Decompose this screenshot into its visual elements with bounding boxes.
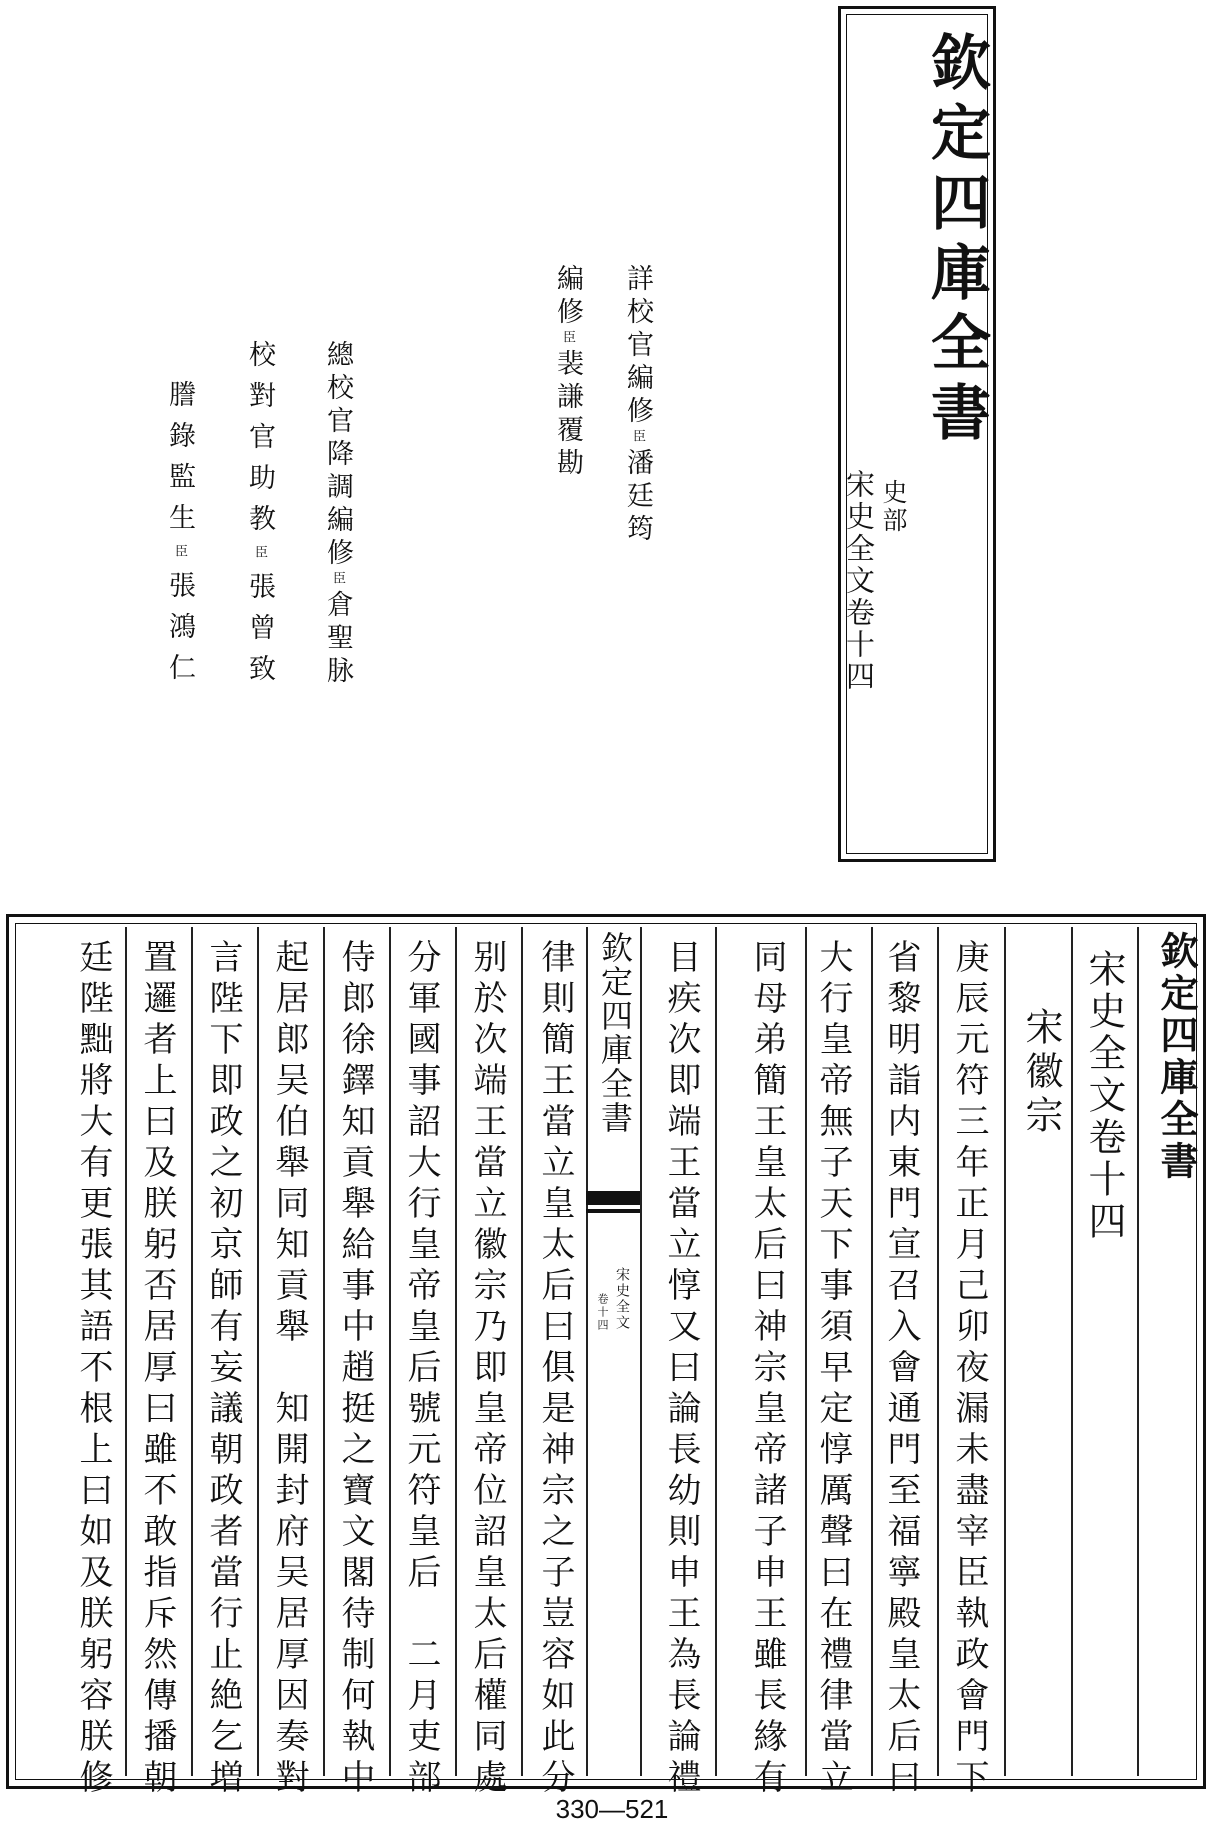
text-column: 同母弟簡王皇太后曰神宗皇帝諸子申王雖長緣有 xyxy=(747,939,787,1800)
emperor-heading: 宋徽宗 xyxy=(1019,1007,1063,1139)
column-rule xyxy=(1137,927,1139,1776)
credit-column-2: 編修臣裴謙覆勘 xyxy=(552,264,583,481)
text-column: 廷陛黜將大有更張其語不根上曰如及朕躬容朕修 xyxy=(73,939,113,1800)
column-rule xyxy=(191,927,193,1776)
column-rule xyxy=(805,927,807,1776)
fold-volume: 卷十四 xyxy=(596,1293,609,1332)
text-column: 大行皇帝無子天下事須早定惇厲聲曰在禮律當立 xyxy=(813,939,853,1800)
column-rule xyxy=(871,927,873,1776)
fish-tail-mark xyxy=(586,1191,640,1205)
credit-column-1: 詳校官編修臣潘廷筠 xyxy=(622,264,653,547)
text-column: 分軍國事詔大行皇帝皇后號元符皇后 二月吏部 xyxy=(401,939,441,1800)
page-number: 330—521 xyxy=(555,1794,669,1824)
text-column: 起居郎吴伯舉同知貢舉 知開封府吴居厚因奏對 xyxy=(269,939,309,1800)
page-header: 欽定四庫全書 xyxy=(1154,931,1199,1183)
text-column: 律則簡王當立皇太后曰俱是神宗之子豈容如此分 xyxy=(535,939,575,1800)
page-volume: 宋史全文卷十四 xyxy=(1082,949,1126,1243)
category-label: 史部 xyxy=(879,479,908,535)
column-rule xyxy=(455,927,457,1776)
column-rule xyxy=(257,927,259,1776)
column-rule xyxy=(389,927,391,1776)
column-rule xyxy=(521,927,523,1776)
fish-tail-mark xyxy=(586,1209,640,1213)
title-block xyxy=(838,6,996,862)
text-column: 言陛下即政之初京師有妄議朝政者當行止絶乞増 xyxy=(203,939,243,1800)
column-rule xyxy=(1071,927,1073,1776)
credit-column-3: 總校官降調編修臣倉聖脉 xyxy=(322,340,353,689)
main-title: 欽定四庫全書 xyxy=(921,31,991,451)
credit-column-5: 謄錄監生臣張鴻仁 xyxy=(164,380,195,694)
text-column: 别於次端王當立徽宗乃即皇帝位詔皇太后權同處 xyxy=(467,939,507,1800)
fold-title: 欽定四庫全書 xyxy=(596,931,634,1135)
column-rule xyxy=(1004,927,1006,1776)
book-page xyxy=(6,914,1206,1800)
column-rule xyxy=(125,927,127,1776)
text-column: 侍郎徐鐸知貢舉給事中趙挺之寶文閣待制何執中 xyxy=(335,939,375,1800)
column-rule xyxy=(323,927,325,1776)
column-rule xyxy=(937,927,939,1776)
text-column: 置邏者上曰及朕躬否居厚曰雖不敢指斥然傳播朝 xyxy=(137,939,177,1800)
column-rule xyxy=(715,927,717,1776)
credit-column-4: 校對官助教臣張曾致 xyxy=(244,340,275,695)
volume-label: 宋史全文卷十四 xyxy=(842,469,876,693)
fold-margin xyxy=(586,927,642,1776)
text-column: 庚辰元符三年正月己卯夜漏未盡宰臣執政會門下 xyxy=(949,939,989,1800)
fold-subtitle: 宋史全文 xyxy=(614,1267,630,1331)
text-column: 省黎明詣内東門宣召入會通門至福寧殿皇太后曰 xyxy=(881,939,921,1800)
text-column: 目疾次即端王當立惇又曰論長幼則申王為長論禮 xyxy=(661,939,701,1800)
